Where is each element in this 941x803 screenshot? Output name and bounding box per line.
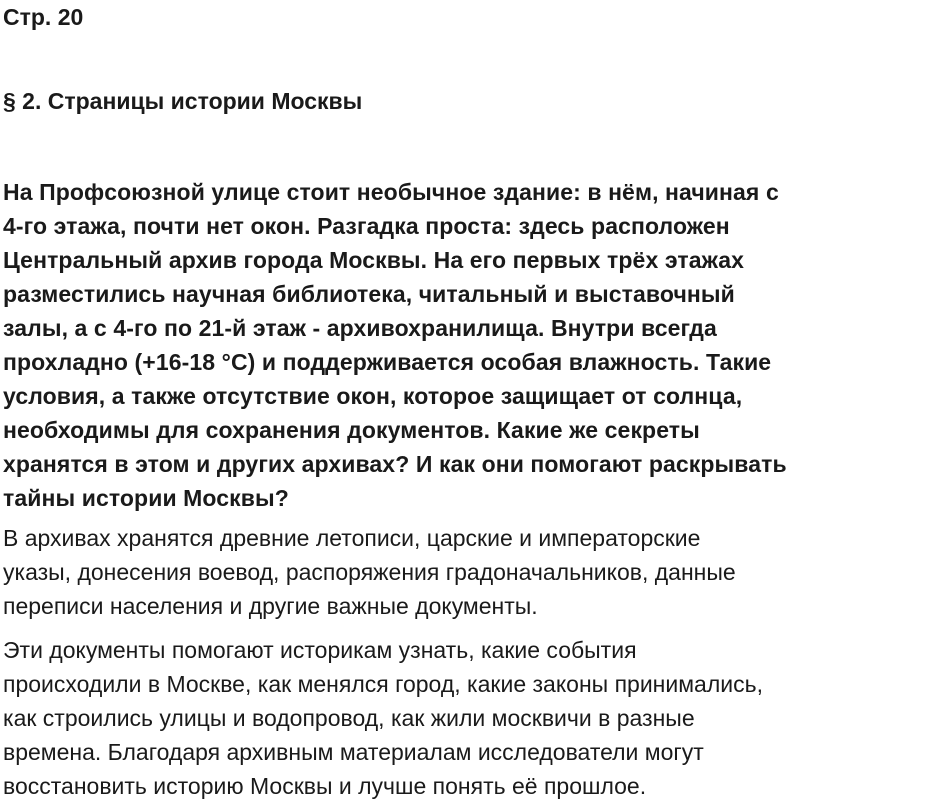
intro-line: необходимы для сохранения документов. Какие же секреты xyxy=(3,417,700,443)
intro-line: На Профсоюзной улице стоит необычное здание: в нём, начиная с xyxy=(3,179,779,205)
intro-line: 4-го этажа, почти нет окон. Разгадка проста: здесь расположен xyxy=(3,213,730,239)
paragraph-line: происходили в Москве, как менялся город, какие законы принимались, xyxy=(3,671,763,697)
intro-paragraph xyxy=(3,175,941,515)
paragraph-line: времена. Благодаря архивным материалам исследователи могут xyxy=(3,739,704,765)
intro-line: Центральный архив города Москвы. На его первых трёх этажах xyxy=(3,247,745,273)
intro-line: условия, а также отсутствие окон, которое защищает от солнца, xyxy=(3,383,743,409)
intro-line: залы, а с 4-го по 21-й этаж - архивохранилища. Внутри всегда xyxy=(3,315,717,341)
paragraph-line: Эти документы помогают историкам узнать, какие события xyxy=(3,637,637,663)
paragraph-line: как строились улицы и водопровод, как жили москвичи в разные xyxy=(3,705,695,731)
paragraph-line: указы, донесения воевод, распоряжения градоначальников, данные xyxy=(3,559,736,585)
paragraph-line: В архивах хранятся древние летописи, царские и императорские xyxy=(3,525,701,551)
intro-line: разместились научная библиотека, читальный и выставочный xyxy=(3,281,735,307)
page-number: Стр. 20 xyxy=(3,4,84,30)
intro-line: хранятся в этом и других архивах? И как они помогают раскрывать xyxy=(3,451,787,477)
paragraph-line: переписи населения и другие важные документы. xyxy=(3,593,538,619)
intro-line: тайны истории Москвы? xyxy=(3,485,289,511)
body-paragraph-documents xyxy=(3,633,941,803)
document-page xyxy=(3,0,941,800)
body-paragraph-archives xyxy=(3,521,941,623)
paragraph-line: восстановить историю Москвы и лучше понять её прошлое. xyxy=(3,773,647,799)
section-title: § 2. Страницы истории Москвы xyxy=(3,88,363,114)
intro-line: прохладно (+16-18 °С) и поддерживается особая влажность. Такие xyxy=(3,349,772,375)
